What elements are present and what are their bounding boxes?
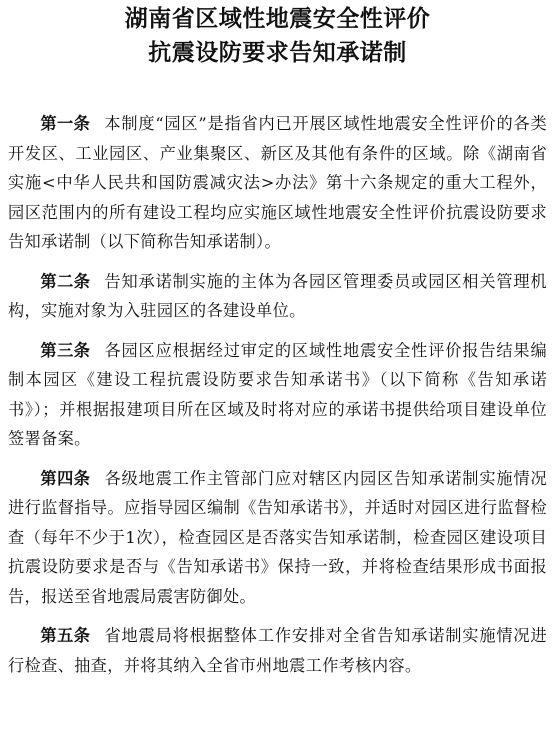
- article-1: [8, 109, 547, 257]
- document-title-line-2: 抗震设防要求告知承诺制: [148, 40, 407, 66]
- article-3: [8, 336, 547, 454]
- article-2-heading: 第二条: [40, 271, 91, 291]
- article-5-heading: 第五条: [40, 626, 91, 645]
- article-4-text: 各级地震工作主管部门应对辖区内园区告知承诺制实施情况进行监督指导。应指导园区编制《告知承诺书》，并适时对园区进行监督检查（每年不少于1次），检查园区是否落实告知承诺制，检查园区建设项目抗震设防要求是否与《告知承诺书》保持一致，并将检查结果形成书面报告，报送至省地震局震害防御处。: [8, 468, 547, 606]
- article-2-text: 告知承诺制实施的主体为各园区管理委员或园区相关管理机构，实施对象为入驻园区的各建设单位。: [8, 271, 547, 320]
- article-2: [8, 267, 547, 326]
- article-1-text: 本制度“园区”是指省内已开展区域性地震安全性评价的各类开发区、工业园区、产业集聚区、新区及其他有条件的区域。除《湖南省实施<中华人民共和国防震减灾法>办法》第十六条规定的重大工程外，园区范围内的所有建设工程均应实施区域性地震安全性评价抗震设防要求告知承诺制（以下简称告知承诺制）。: [8, 114, 548, 251]
- article-4-heading: 第四条: [40, 468, 91, 488]
- article-4: [8, 464, 547, 612]
- document-title-line-1: 湖南省区域性地震安全性评价: [124, 6, 431, 32]
- article-3-heading: 第三条: [40, 340, 91, 360]
- document-body: [8, 109, 547, 680]
- article-5: [8, 621, 547, 680]
- article-5-text: 省地震局将根据整体工作安排对全省告知承诺制实施情况进行检查、抽查，并将其纳入全省市州地震工作考核内容。: [8, 626, 547, 675]
- article-3-text: 各园区应根据经过审定的区域性地震安全性评价报告结果编制本园区《建设工程抗震设防要求告知承诺书》（以下简称《告知承诺书》）；并根据报建项目所在区域及时将对应的承诺书提供给项目建设单位签署备案。: [8, 340, 547, 448]
- article-1-heading: 第一条: [40, 114, 91, 133]
